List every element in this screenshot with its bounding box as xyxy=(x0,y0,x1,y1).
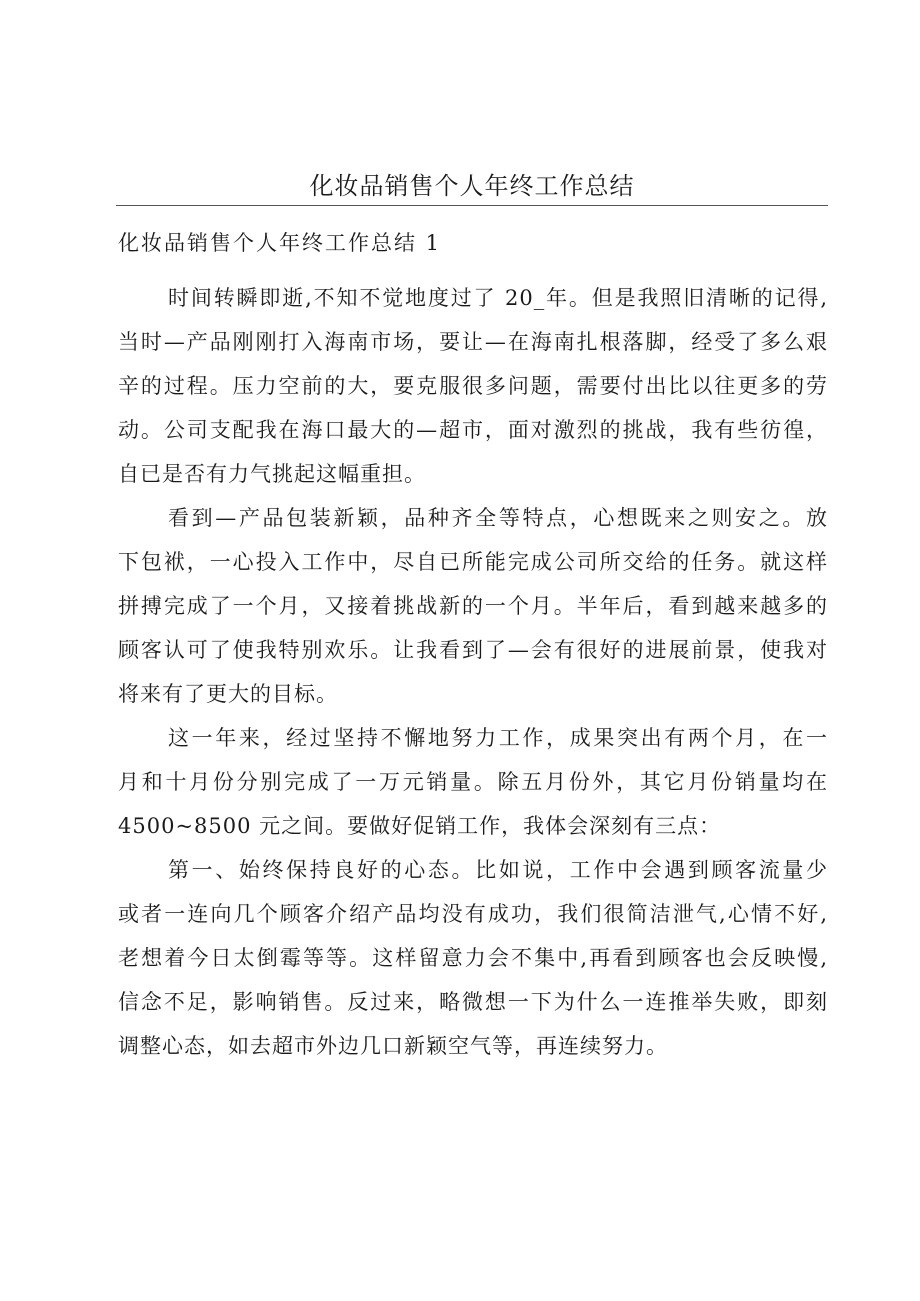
paragraph-line: 拼搏完成了一个月，又接着挑战新的一个月。半年后，看到越来越多的 xyxy=(118,594,828,618)
paragraph-line: 4500~8500 元之间。要做好促销工作，我体会深刻有三点： xyxy=(118,814,722,838)
paragraph-line: 或者一连向几个顾客介绍产品均没有成功，我们很简洁泄气,心情不好, xyxy=(118,902,828,926)
paragraph-line: 这一年来，经过坚持不懈地努力工作，成果突出有两个月，在一 xyxy=(168,726,828,750)
paragraph-line: 看到—产品包装新颖，品种齐全等特点，心想既来之则安之。放 xyxy=(168,506,828,530)
paragraph-line: 月和十月份分别完成了一万元销量。除五月份外，其它月份销量均在 xyxy=(118,770,828,794)
paragraph-2 xyxy=(118,496,828,716)
paragraph-line: 调整心态，如去超市外边几口新颖空气等，再连续努力。 xyxy=(118,1034,668,1058)
paragraph-line: 下包袱，一心投入工作中，尽自已所能完成公司所交给的任务。就这样 xyxy=(118,550,828,574)
paragraph-line: 自已是否有力气挑起这幅重担。 xyxy=(118,462,426,486)
section-heading: 化妆品销售个人年终工作总结 1 xyxy=(118,231,442,255)
paragraph-line: 时间转瞬即逝,不知不觉地度过了 20_年。但是我照旧清晰的记得, xyxy=(168,286,828,310)
paragraph-line: 顾客认可了使我特别欢乐。让我看到了—会有很好的进展前景，使我对 xyxy=(118,638,828,662)
paragraph-line: 当时—产品刚刚打入海南市场，要让—在海南扎根落脚，经受了多么艰 xyxy=(118,330,828,354)
paragraph-line: 将来有了更大的目标。 xyxy=(118,682,338,706)
document-title: 化妆品销售个人年终工作总结 xyxy=(309,172,635,200)
paragraph-line: 第一、始终保持良好的心态。比如说，工作中会遇到顾客流量少 xyxy=(168,858,828,882)
paragraph-3 xyxy=(118,716,828,848)
paragraph-line: 辛的过程。压力空前的大，要克服很多问题，需要付出比以往更多的劳 xyxy=(118,374,828,398)
paragraph-4 xyxy=(118,848,828,1068)
paragraph-line: 老想着今日太倒霉等等。这样留意力会不集中,再看到顾客也会反映慢, xyxy=(118,946,828,970)
paragraph-1 xyxy=(118,276,828,496)
paragraph-line: 信念不足，影响销售。反过来，略微想一下为什么一连推举失败，即刻 xyxy=(118,990,828,1014)
title-underline xyxy=(116,205,828,206)
paragraph-line: 动。公司支配我在海口最大的—超市，面对激烈的挑战，我有些彷徨， xyxy=(118,418,828,442)
document-body xyxy=(118,276,828,1068)
